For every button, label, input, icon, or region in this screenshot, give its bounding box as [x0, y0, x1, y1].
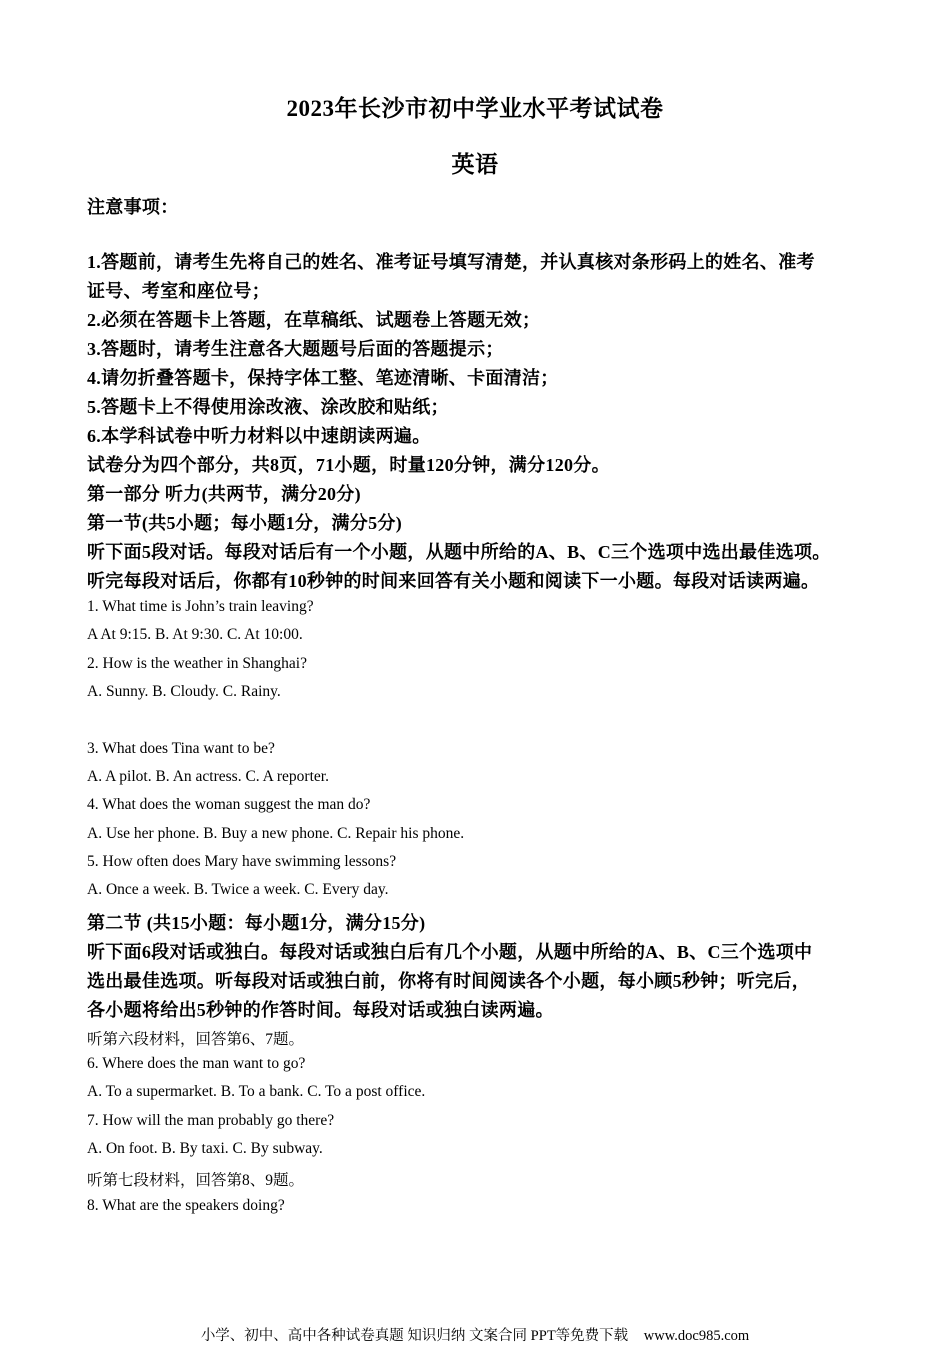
instruction: 听第六段材料，回答第6、7题。 — [87, 1031, 305, 1048]
answer-options: A. A pilot. B. An actress. C. A reporter. — [87, 768, 329, 785]
text-line: 听下面5段对话。每段对话后有一个小题，从题中所给的A、B、C三个选项中选出最佳选项。 — [87, 542, 831, 562]
question: 3. What does Tina want to be? — [87, 740, 275, 757]
text-line: 3.答题时，请考生注意各大题题号后面的答题提示； — [87, 339, 504, 359]
text-line: 听完每段对话后，你都有10秒钟的时间来回答有关小题和阅读下一小题。每段对话读两遍。 — [87, 571, 820, 591]
text-line: 4.请勿折叠答题卡，保持字体工整、笔迹清晰、卡面清洁； — [87, 368, 559, 388]
text-line: 证号、考室和座位号； — [87, 281, 270, 301]
text-line: 注意事项： — [87, 197, 179, 217]
answer-options: A At 9:15. B. At 9:30. C. At 10:00. — [87, 626, 303, 643]
footer-link[interactable]: www.doc985.com — [643, 1328, 750, 1344]
question: 8. What are the speakers doing? — [87, 1197, 285, 1214]
text-line: 2.必须在答题卡上答题，在草稿纸、试题卷上答题无效； — [87, 310, 541, 330]
text-line: 5.答题卡上不得使用涂改液、涂改胶和贴纸； — [87, 397, 449, 417]
section-heading: 第二节 (共15小题：每小题1分，满分15分) — [87, 913, 426, 933]
text-line: 听下面6段对话或独白。每段对话或独白后有几个小题，从题中所给的A、B、C三个选项中 — [87, 942, 813, 962]
answer-options: A. Use her phone. B. Buy a new phone. C. Repair his phone. — [87, 825, 465, 842]
answer-options: A. To a supermarket. B. To a bank. C. To a post office. — [87, 1083, 426, 1100]
answer-options: A. Once a week. B. Twice a week. C. Every day. — [87, 881, 389, 898]
page-footer — [0, 1324, 950, 1345]
page-subtitle: 英语 — [451, 152, 499, 177]
question: 2. How is the weather in Shanghai? — [87, 655, 307, 672]
section-heading: 第一节(共5小题；每小题1分，满分5分) — [87, 513, 402, 533]
question: 1. What time is John’s train leaving? — [87, 598, 314, 615]
page-title: 2023年长沙市初中学业水平考试试卷 — [286, 96, 664, 121]
section-heading: 第一部分 听力(共两节，满分20分) — [87, 484, 361, 504]
text-line: 选出最佳选项。听每段对话或独白前，你将有时间阅读各个小题，每小顾5秒钟；听完后， — [87, 971, 810, 991]
text-line: 各小题将给出5秒钟的作答时间。每段对话或独白读两遍。 — [87, 1000, 554, 1020]
text-line: 6.本学科试卷中听力材料以中速朗读两遍。 — [87, 426, 431, 446]
answer-options: A. On foot. B. By taxi. C. By subway. — [87, 1140, 323, 1157]
answer-options: A. Sunny. B. Cloudy. C. Rainy. — [87, 683, 281, 700]
question: 4. What does the woman suggest the man do? — [87, 796, 371, 813]
footer-text: 小学、初中、高中各种试卷真题 知识归纳 文案合同 PPT等免费下载 — [200, 1328, 629, 1344]
question: 5. How often does Mary have swimming lessons? — [87, 853, 397, 870]
text-line: 试卷分为四个部分，共8页，71小题，时量120分钟，满分120分。 — [87, 455, 610, 475]
instruction: 听第七段材料，回答第8、9题。 — [87, 1172, 305, 1189]
question: 6. Where does the man want to go? — [87, 1055, 306, 1072]
question: 7. How will the man probably go there? — [87, 1112, 335, 1129]
text-line: 1.答题前，请考生先将自己的姓名、准考证号填写清楚，并认真核对条形码上的姓名、准考 — [87, 252, 815, 272]
